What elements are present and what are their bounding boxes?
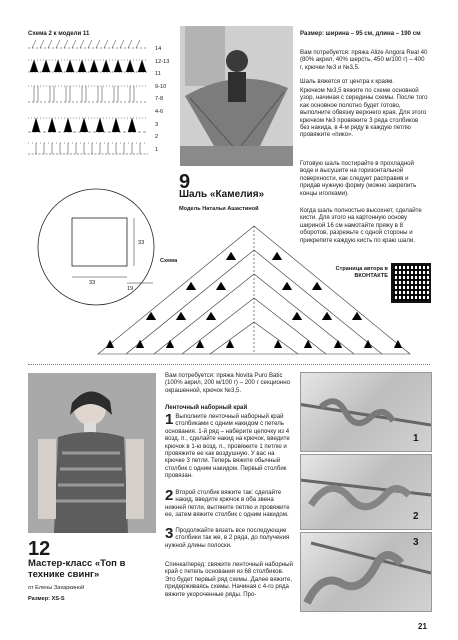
model-silhouette xyxy=(180,26,293,166)
crochet-hook-icon xyxy=(301,373,431,451)
dim-side: 19 xyxy=(127,286,134,292)
top-section: Ленточный наборный край xyxy=(165,404,248,411)
step-photo-3 xyxy=(300,532,432,612)
step-2-number: 2 xyxy=(165,487,174,504)
scheme2-chart xyxy=(28,40,148,160)
step-1-number: 1 xyxy=(165,411,174,428)
dim-height: 33 xyxy=(138,240,145,246)
step-3-text: Продолжайте вязать все последующие столбики так же, в 2 ряда, до получения нужной длины полоски. xyxy=(165,527,290,549)
shawl-title: Шаль «Камелия» xyxy=(179,189,265,200)
shawl-p2: Крючком №3,5 вяжите по схеме основной узор, начиная с середины схемы. После того как основное полотно будет готово, выполните обвязку верхнего края. Для этого крючком №3 провяжите 3 ряда столбиков без накида, в 4-м ряду в каждую петлю провяжите «пико». xyxy=(300,87,428,139)
top-materials: Вам потребуется: пряжа Novita Puro Batic (100% акрил, 200 м/100 г) – 200 г секционно окрашенной, крючок №3,5. xyxy=(165,372,291,394)
qr-caption: Страница автора в ВКОНТАКТЕ xyxy=(335,266,388,279)
page-number: 21 xyxy=(418,622,427,631)
top-step3 xyxy=(165,527,293,549)
step-photo-1 xyxy=(300,372,432,452)
model2-silhouette xyxy=(28,373,156,533)
step-3-number: 3 xyxy=(165,525,174,542)
shawl-materials: Вам потребуется: пряжа Alize Angora Real 40 (80% акрил, 40% шерсть, 450 м/100 г) – 400 г, крючки №3 и №3,5. xyxy=(300,49,428,71)
row-label: 9-10 xyxy=(155,83,167,90)
row-label: 4-6 xyxy=(155,108,164,115)
shawl-author: Модель Натальи Ашастиной xyxy=(179,206,259,212)
scheme2-title: Схема 2 к модели 11 xyxy=(28,30,90,37)
row-label: 3 xyxy=(155,121,159,128)
top-photo xyxy=(28,373,156,533)
row-label: 14 xyxy=(155,46,162,52)
top-back: Спинка/перед: свяжите ленточный наборный край с петель основания из 68 столбиков. Это будет первый ряд схемы. Далее вяжите, придерживаясь схемы. Начиная с 4-го ряда вяжите укороченные ряды. Про- xyxy=(165,561,293,598)
step-photo-1-number: 1 xyxy=(413,433,419,444)
shawl-p4: Когда шаль полностью высохнет, сделайте кисти. Для этого на картонную основу шириной 16 см намотайте пряжу в 8 оборотов, разрежьте с одной стороны и прикрепите каждую кисть по краю шали. xyxy=(300,207,422,244)
top-title: Мастер-класс «Топ в технике свинг» xyxy=(28,558,126,580)
top-number: 12 xyxy=(28,538,51,560)
shawl-photo xyxy=(180,26,293,166)
scheme2-row-labels xyxy=(155,43,169,156)
dim-width: 33 xyxy=(89,280,96,286)
top-step2 xyxy=(165,489,293,519)
crochet-hook-icon xyxy=(301,455,431,529)
step-photo-3-number: 3 xyxy=(413,537,419,548)
top-step1 xyxy=(165,413,293,480)
row-label: 2 xyxy=(155,134,159,141)
section-divider xyxy=(28,364,430,365)
shawl-number: 9 xyxy=(179,171,191,193)
step-2-text: Второй столбик вяжите так: сделайте накид, введите крючок в оба звена нижней петли, вытяните петлю и провяжите ее, затем вяжите столбик с одним накидом. xyxy=(165,489,290,519)
step-photo-2 xyxy=(300,454,432,530)
shawl-p1: Шаль вяжется от центра к краям. xyxy=(300,78,395,85)
shawl-size: Размер: ширина – 95 см, длина – 190 см xyxy=(300,30,421,37)
shawl-scheme-label: Схема xyxy=(160,258,178,264)
crochet-hook-icon xyxy=(301,533,431,611)
step-1-text: Выполните ленточный наборный край столбиками с одним накидом с петель основания. 1-й ряд – наберите цепочку из 4 возд. п., сделайте накид на крючок, введите крючок в 1-ю возд. п., провяжите 1 петлю и провяжите ее как воздушную. У вас на крючке 3 петли. Теперь вяжите обычный столбик с одним накидом. Первый столбик провязан. xyxy=(165,413,290,480)
step-photo-2-number: 2 xyxy=(413,511,419,522)
row-label: 12-13 xyxy=(155,58,170,65)
top-size: Размер: XS-S xyxy=(28,596,65,602)
shawl-p3: Готовую шаль постирайте в прохладной воде и высушите на горизонтальной поверхности, как следует расправив и придав нужную форму (можно закрепить концы иголками). xyxy=(300,160,417,197)
shawl-scheme-chart xyxy=(96,220,414,360)
row-label: 7-8 xyxy=(155,96,164,103)
row-label: 1 xyxy=(155,146,159,153)
row-label: 11 xyxy=(155,71,161,78)
top-author: от Елены Захаркиной xyxy=(28,585,85,591)
